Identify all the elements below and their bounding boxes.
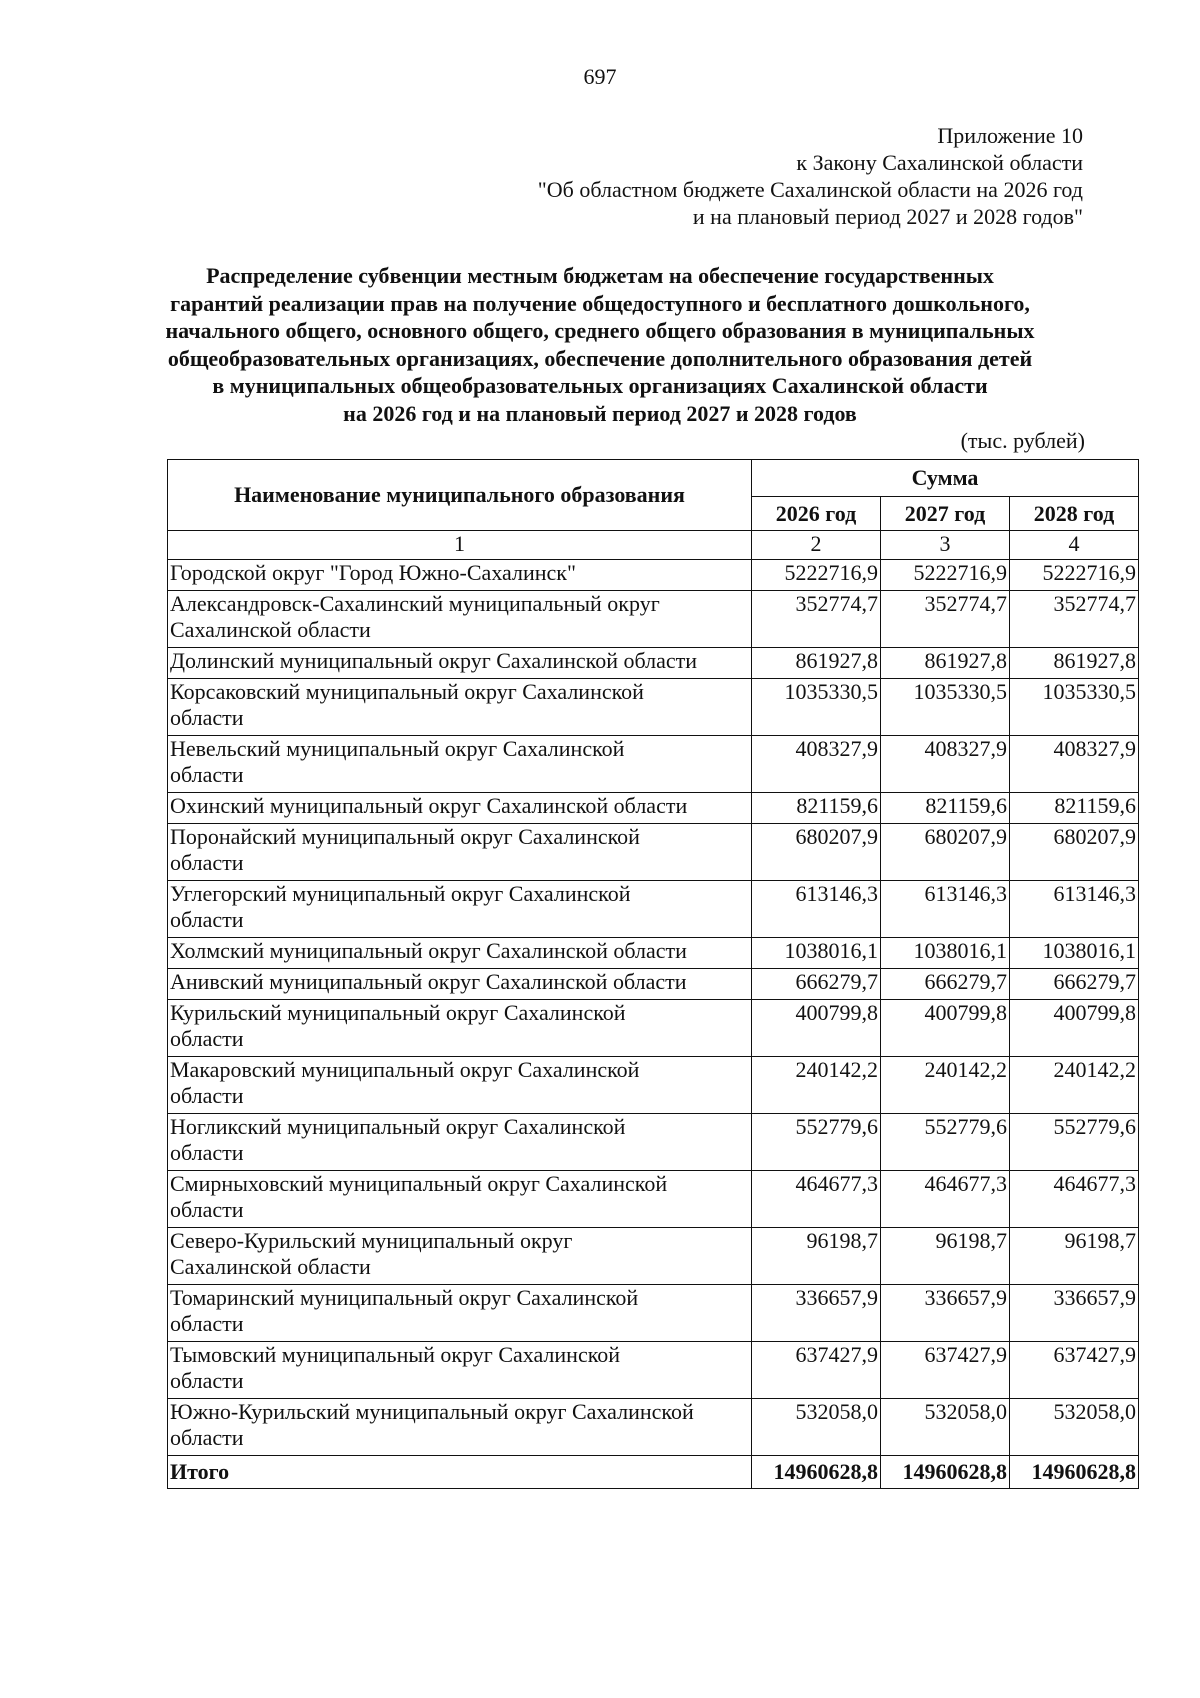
page-number: 697: [583, 64, 617, 89]
amount-2028: 96198,7: [1010, 1228, 1139, 1285]
amount-2026: 613146,3: [752, 881, 881, 938]
municipality-name-line: области: [170, 1425, 244, 1450]
amount-2028: 336657,9: [1010, 1285, 1139, 1342]
amount-2027: 613146,3: [881, 881, 1010, 938]
amount-2028: 464677,3: [1010, 1171, 1139, 1228]
municipality-name-line: Тымовский муниципальный округ Сахалинской: [170, 1342, 621, 1367]
amount-2026: 861927,8: [752, 648, 881, 679]
amount-2026: 240142,2: [752, 1057, 881, 1114]
table-row: [168, 560, 1139, 591]
amount-2027: 532058,0: [881, 1399, 1010, 1456]
header-2027: 2027 год: [881, 497, 1010, 531]
amount-2027: 352774,7: [881, 591, 1010, 648]
municipality-name: [168, 824, 752, 881]
amount-2028: 400799,8: [1010, 1000, 1139, 1057]
municipality-name-line: Охинский муниципальный округ Сахалинской области: [170, 793, 688, 818]
column-number: 1: [168, 531, 752, 560]
amount-2027: 637427,9: [881, 1342, 1010, 1399]
amount-2027: 1035330,5: [881, 679, 1010, 736]
municipality-name-line: Северо-Курильский муниципальный округ: [170, 1228, 573, 1253]
municipality-name-line: области: [170, 1026, 244, 1051]
municipality-name-line: области: [170, 850, 244, 875]
table-row: [168, 824, 1139, 881]
municipality-name-line: Александровск-Сахалинский муниципальный округ: [170, 591, 660, 616]
municipality-name: [168, 1057, 752, 1114]
header-name: Наименование муниципального образования: [168, 460, 752, 531]
municipality-name: [168, 1285, 752, 1342]
municipality-name: [168, 938, 752, 969]
municipality-name-line: области: [170, 1311, 244, 1336]
amount-2028: 861927,8: [1010, 648, 1139, 679]
table-row: [168, 1228, 1139, 1285]
amount-2027: 5222716,9: [881, 560, 1010, 591]
amount-2028: 352774,7: [1010, 591, 1139, 648]
municipality-name-line: Курильский муниципальный округ Сахалинской: [170, 1000, 626, 1025]
title-line: на 2026 год и на плановый период 2027 и 2028 годов: [343, 400, 857, 426]
municipality-name-line: Сахалинской области: [170, 617, 371, 642]
units-label: (тыс. рублей): [960, 428, 1085, 453]
table-row: [168, 1057, 1139, 1114]
municipality-name-line: Смирныховский муниципальный округ Сахалинской: [170, 1171, 668, 1196]
municipality-name: [168, 881, 752, 938]
total-2028: 14960628,8: [1010, 1456, 1139, 1489]
municipality-name-line: Ногликский муниципальный округ Сахалинской: [170, 1114, 626, 1139]
municipality-name-line: Городской округ "Город Южно-Сахалинск": [170, 560, 576, 585]
table-row: [168, 736, 1139, 793]
amount-2027: 1038016,1: [881, 938, 1010, 969]
amount-2026: 680207,9: [752, 824, 881, 881]
amount-2028: 552779,6: [1010, 1114, 1139, 1171]
amount-2027: 666279,7: [881, 969, 1010, 1000]
amount-2026: 5222716,9: [752, 560, 881, 591]
amount-2026: 336657,9: [752, 1285, 881, 1342]
municipality-name-line: области: [170, 1083, 244, 1108]
amount-2027: 680207,9: [881, 824, 1010, 881]
municipality-name-line: области: [170, 1197, 244, 1222]
amount-2028: 1038016,1: [1010, 938, 1139, 969]
amount-2028: 240142,2: [1010, 1057, 1139, 1114]
amount-2026: 821159,6: [752, 793, 881, 824]
municipality-name-line: Томаринский муниципальный округ Сахалинской: [170, 1285, 639, 1310]
title-line: общеобразовательных организациях, обеспечение дополнительного образования детей: [167, 345, 1033, 371]
municipality-name: [168, 1171, 752, 1228]
appendix-line: Приложение 10: [937, 123, 1083, 148]
amount-2026: 400799,8: [752, 1000, 881, 1057]
table-row: [168, 938, 1139, 969]
municipality-name-line: Холмский муниципальный округ Сахалинской области: [170, 938, 687, 963]
appendix-line: и на плановый период 2027 и 2028 годов": [692, 204, 1083, 229]
municipality-name-line: Макаровский муниципальный округ Сахалинской: [170, 1057, 640, 1082]
table-row: [168, 1171, 1139, 1228]
municipality-name-line: области: [170, 907, 244, 932]
amount-2028: 680207,9: [1010, 824, 1139, 881]
column-number: 2: [752, 531, 881, 560]
title-line: в муниципальных общеобразовательных организациях Сахалинской области: [212, 373, 988, 398]
municipality-name-line: Корсаковский муниципальный округ Сахалинской: [170, 679, 644, 704]
municipality-name-line: области: [170, 1368, 244, 1393]
amount-2028: 5222716,9: [1010, 560, 1139, 591]
amount-2027: 400799,8: [881, 1000, 1010, 1057]
amount-2028: 613146,3: [1010, 881, 1139, 938]
municipality-name: [168, 736, 752, 793]
table-row: [168, 679, 1139, 736]
total-label: Итого: [168, 1456, 752, 1489]
amount-2026: 96198,7: [752, 1228, 881, 1285]
municipality-name: [168, 1114, 752, 1171]
amount-2026: 552779,6: [752, 1114, 881, 1171]
column-number: 3: [881, 531, 1010, 560]
municipality-name-line: области: [170, 1140, 244, 1165]
table-row: [168, 1114, 1139, 1171]
total-row: [168, 1456, 1139, 1489]
municipality-name: [168, 591, 752, 648]
amount-2027: 464677,3: [881, 1171, 1010, 1228]
column-number: 4: [1010, 531, 1139, 560]
amount-2028: 1035330,5: [1010, 679, 1139, 736]
municipality-name: [168, 1399, 752, 1456]
municipality-name-line: Южно-Курильский муниципальный округ Сахалинской: [170, 1399, 694, 1424]
amount-2027: 408327,9: [881, 736, 1010, 793]
amount-2026: 408327,9: [752, 736, 881, 793]
total-2026: 14960628,8: [752, 1456, 881, 1489]
municipality-name: [168, 679, 752, 736]
amount-2027: 336657,9: [881, 1285, 1010, 1342]
amount-2028: 532058,0: [1010, 1399, 1139, 1456]
municipality-name-line: Сахалинской области: [170, 1254, 371, 1279]
amount-2027: 96198,7: [881, 1228, 1010, 1285]
title-line: гарантий реализации прав на получение общедоступного и бесплатного дошкольного,: [170, 290, 1030, 316]
amount-2028: 637427,9: [1010, 1342, 1139, 1399]
municipality-name-line: Анивский муниципальный округ Сахалинской области: [170, 969, 687, 994]
header-2028: 2028 год: [1010, 497, 1139, 531]
amount-2026: 464677,3: [752, 1171, 881, 1228]
amount-2026: 352774,7: [752, 591, 881, 648]
amount-2028: 408327,9: [1010, 736, 1139, 793]
table-row: [168, 591, 1139, 648]
amount-2028: 821159,6: [1010, 793, 1139, 824]
amount-2027: 821159,6: [881, 793, 1010, 824]
municipality-name-line: Невельский муниципальный округ Сахалинской: [170, 736, 625, 761]
municipality-name: [168, 793, 752, 824]
municipality-name: [168, 648, 752, 679]
amount-2026: 666279,7: [752, 969, 881, 1000]
municipality-name-line: Углегорский муниципальный округ Сахалинской: [170, 881, 631, 906]
table-row: [168, 648, 1139, 679]
appendix-line: к Закону Сахалинской области: [796, 150, 1083, 175]
amount-2026: 532058,0: [752, 1399, 881, 1456]
table-row: [168, 793, 1139, 824]
amount-2027: 861927,8: [881, 648, 1010, 679]
table-row: [168, 969, 1139, 1000]
municipality-name: [168, 1000, 752, 1057]
municipality-name: [168, 1228, 752, 1285]
title-line: начального общего, основного общего, среднего общего образования в муниципальных: [165, 318, 1035, 343]
table-row: [168, 1000, 1139, 1057]
appendix-line: "Об областном бюджете Сахалинской области на 2026 год: [537, 177, 1083, 202]
municipality-name: [168, 560, 752, 591]
document-title: [150, 262, 1050, 427]
table-row: [168, 1342, 1139, 1399]
municipality-name: [168, 969, 752, 1000]
table-row: [168, 881, 1139, 938]
municipality-name-line: области: [170, 762, 244, 787]
amount-2027: 240142,2: [881, 1057, 1010, 1114]
municipality-name-line: области: [170, 705, 244, 730]
header-2026: 2026 год: [752, 497, 881, 531]
subvention-table: [167, 459, 1139, 1489]
title-line: Распределение субвенции местным бюджетам на обеспечение государственных: [206, 263, 994, 288]
table-row: [168, 1399, 1139, 1456]
table-row: [168, 1285, 1139, 1342]
amount-2028: 666279,7: [1010, 969, 1139, 1000]
header-sum: Сумма: [752, 460, 1139, 497]
municipality-name-line: Поронайский муниципальный округ Сахалинской: [170, 824, 640, 849]
municipality-name-line: Долинский муниципальный округ Сахалинской области: [170, 648, 698, 673]
amount-2027: 552779,6: [881, 1114, 1010, 1171]
municipality-name: [168, 1342, 752, 1399]
total-2027: 14960628,8: [881, 1456, 1010, 1489]
amount-2026: 1035330,5: [752, 679, 881, 736]
appendix-reference: [538, 122, 1083, 230]
amount-2026: 1038016,1: [752, 938, 881, 969]
amount-2026: 637427,9: [752, 1342, 881, 1399]
